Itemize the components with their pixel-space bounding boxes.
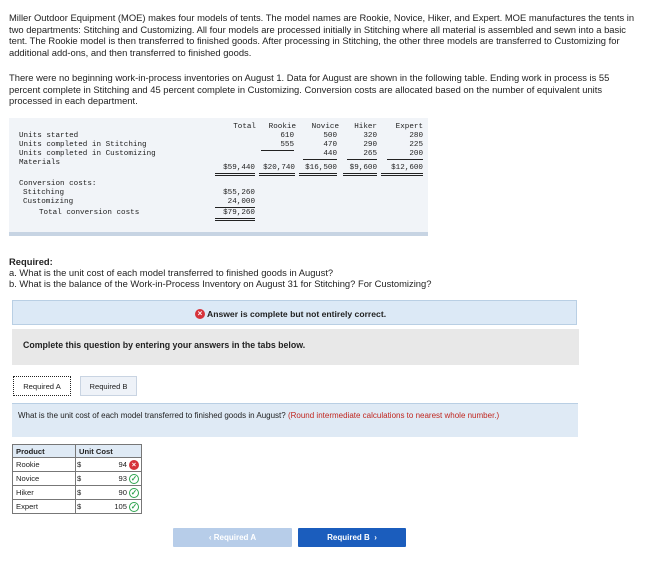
instruction-box [12,329,579,365]
chevron-right-icon: › [369,533,377,542]
data-table [9,118,428,236]
x-circle-icon: × [195,309,205,319]
unit-cost-value: 94 [118,459,127,469]
row-label: Units started [19,132,79,140]
tab-required-b[interactable]: Required B [80,376,137,396]
instruction-text: Complete this question by entering your answers in the tabs below. [23,340,306,350]
cell: 320 [363,132,377,140]
row-label: Total conversion costs [39,209,140,217]
table-row [13,486,142,500]
check-circle-icon: ✓ [130,487,138,497]
cell: $12,600 [381,164,423,176]
header-unit-cost: Unit Cost [76,445,142,458]
x-circle-icon: × [129,460,139,470]
header-product: Product [13,445,76,458]
currency-symbol: $ [76,472,87,486]
unit-cost-value: 105 [114,501,127,511]
cell: 265 [347,150,377,160]
cell: 440 [303,150,337,160]
required-a: a. What is the unit cost of each model transferred to finished goods in August? [9,267,334,278]
check-circle-icon: ✓ [130,501,138,511]
cell: 470 [323,141,337,149]
unit-cost-value: 90 [118,487,127,497]
cell: 280 [409,132,423,140]
answer-alert [12,300,577,325]
product-name: Hiker [13,486,76,500]
cell: $16,500 [299,164,337,176]
conversion-label: Conversion costs: [19,180,97,188]
question-box [12,403,578,437]
prev-button-label: Required A [213,533,257,542]
next-button-label: Required B [327,533,370,542]
currency-symbol: $ [76,500,87,514]
header-expert: Expert [395,123,423,131]
unit-cost-input[interactable] [87,486,142,500]
cell: $55,260 [223,189,255,197]
table-row [13,458,142,472]
table-bottom-bar [9,232,428,236]
header-hiker: Hiker [354,123,377,131]
unit-cost-input[interactable] [87,500,142,514]
unit-cost-input[interactable] [87,458,142,472]
table-row [13,472,142,486]
question-note: (Round intermediate calculations to nearest whole number.) [287,411,500,420]
cell: $20,740 [259,164,295,176]
product-name: Novice [13,472,76,486]
header-novice: Novice [311,123,339,131]
header-rookie: Rookie [268,123,296,131]
cell: 290 [363,141,377,149]
prev-required-a-button[interactable] [173,528,292,547]
alert-text: Answer is complete but not entirely correct. [207,309,387,319]
required-title: Required: [9,256,53,267]
check-circle-icon: ✓ [130,473,138,483]
problem-paragraph-1: Miller Outdoor Equipment (MOE) makes four models of tents. The model names are Rookie, Novice, Hiker, and Expert. MOE manufactures the tents in two departments: Stitching and Customizing. All four models are processed initially in Stitching where all material is assembled and sewn into a basic tent. The Rookie model is then transferred to finished goods. After processing in Stitching, the other three models are transferred to Customizing for additional add-ons, and then transferred to finished goods. [9,12,635,58]
header-total: Total [233,123,256,131]
cell: 555 [261,141,294,151]
row-label: Stitching [23,189,65,197]
chevron-left-icon: ‹ [208,533,214,542]
row-label: Materials [19,159,61,167]
tab-required-a[interactable]: Required A [13,376,71,396]
cell: $9,600 [343,164,377,176]
answer-table [12,444,142,514]
problem-paragraph-2: There were no beginning work-in-process inventories on August 1. Data for August are shown in the following table. Ending work in process is 55 percent complete in Stitching and 45 percent complete in Customizing. Conversion costs are allocated based on the number of equivalent units processed in each department. [9,72,610,107]
question-main: What is the unit cost of each model transferred to finished goods in August? [18,411,286,420]
cell: 24,000 [215,198,255,208]
cell: 610 [280,132,294,140]
cell: 200 [387,150,423,160]
row-label: Customizing [23,198,74,206]
table-row [13,500,142,514]
cell: 225 [409,141,423,149]
unit-cost-value: 93 [118,473,127,483]
product-name: Rookie [13,458,76,472]
row-label: Units completed in Customizing [19,150,156,158]
unit-cost-input[interactable] [87,472,142,486]
currency-symbol: $ [76,458,87,472]
cell: $59,440 [215,164,255,176]
required-b: b. What is the balance of the Work-in-Process Inventory on August 31 for Stitching? For Customizing? [9,278,432,289]
currency-symbol: $ [76,486,87,500]
cell: 500 [323,132,337,140]
question-text [18,410,568,421]
next-required-b-button[interactable] [298,528,406,547]
row-label: Units completed in Stitching [19,141,147,149]
product-name: Expert [13,500,76,514]
cell: $79,260 [215,209,255,221]
